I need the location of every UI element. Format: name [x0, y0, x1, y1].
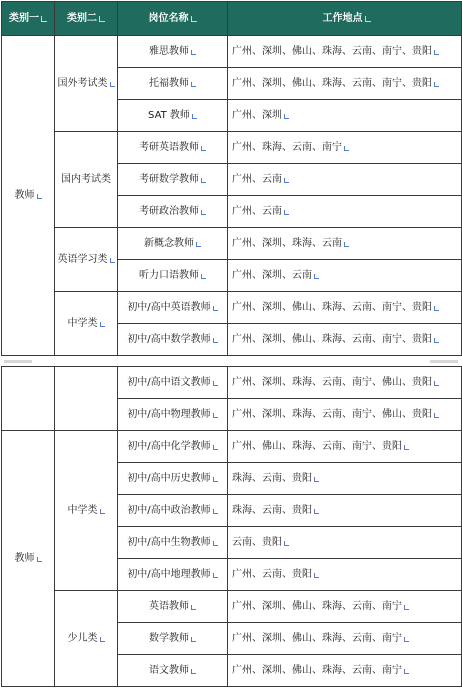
paragraph-mark-icon	[284, 178, 289, 183]
job-table-part-1	[1, 1, 462, 356]
category-1-cell[interactable]: 教师	[2, 431, 55, 687]
paragraph-mark-icon	[314, 509, 319, 514]
paragraph-mark-icon	[404, 605, 409, 610]
paragraph-mark-icon	[201, 178, 206, 183]
paragraph-mark-icon	[201, 146, 206, 151]
position-cell[interactable]: 初中/高中英语教师	[118, 292, 228, 324]
paragraph-mark-icon	[213, 477, 218, 482]
paragraph-mark-icon	[213, 445, 218, 450]
paragraph-mark-icon	[213, 338, 218, 343]
paragraph-mark-icon	[100, 509, 105, 514]
paragraph-mark-icon	[191, 16, 197, 22]
header-position[interactable]: 岗位名称	[118, 2, 228, 36]
position-cell[interactable]: SAT 教师	[118, 100, 228, 132]
table-row	[2, 367, 462, 399]
page-edge-left	[4, 360, 32, 363]
location-cell[interactable]: 广州、深圳、佛山、珠海、云南、南宁	[228, 655, 462, 687]
paragraph-mark-icon	[284, 541, 289, 546]
paragraph-mark-icon	[213, 573, 218, 578]
header-category-1[interactable]: 类别一	[2, 2, 55, 36]
paragraph-mark-icon	[201, 274, 206, 279]
table-row	[2, 431, 462, 463]
header-location[interactable]: 工作地点	[228, 2, 462, 36]
category-2-cell[interactable]: 国内考试类	[55, 132, 118, 228]
category-2-cell[interactable]: 中学类	[55, 292, 118, 356]
paragraph-mark-icon	[434, 381, 439, 386]
paragraph-mark-icon	[37, 557, 42, 562]
paragraph-mark-icon	[100, 637, 105, 642]
category-1-cell-continued[interactable]	[2, 367, 55, 431]
paragraph-mark-icon	[110, 258, 115, 263]
location-cell[interactable]: 广州、深圳、佛山、珠海、云南、南宁、贵阳	[228, 292, 462, 324]
table-row	[2, 228, 462, 260]
location-cell[interactable]: 珠海、云南、贵阳	[228, 495, 462, 527]
table-row	[2, 36, 462, 68]
paragraph-mark-icon	[365, 16, 371, 22]
position-cell[interactable]: 初中/高中化学教师	[118, 431, 228, 463]
location-cell[interactable]: 珠海、云南、贵阳	[228, 463, 462, 495]
location-cell[interactable]: 广州、云南、贵阳	[228, 559, 462, 591]
position-cell[interactable]: 托福教师	[118, 68, 228, 100]
header-row	[2, 2, 462, 36]
position-cell[interactable]: 考研数学教师	[118, 164, 228, 196]
paragraph-mark-icon	[201, 210, 206, 215]
location-cell[interactable]: 广州、云南	[228, 164, 462, 196]
paragraph-mark-icon	[284, 210, 289, 215]
table-row	[2, 132, 462, 164]
position-cell[interactable]: 考研政治教师	[118, 196, 228, 228]
paragraph-mark-icon	[404, 445, 409, 450]
position-cell[interactable]: 英语教师	[118, 591, 228, 623]
category-2-cell[interactable]: 英语学习类	[55, 228, 118, 292]
paragraph-mark-icon	[191, 669, 196, 674]
position-cell[interactable]: 初中/高中政治教师	[118, 495, 228, 527]
position-cell[interactable]: 初中/高中地理教师	[118, 559, 228, 591]
page-break	[0, 357, 462, 366]
paragraph-mark-icon	[404, 669, 409, 674]
position-cell[interactable]: 语文教师	[118, 655, 228, 687]
paragraph-mark-icon	[213, 541, 218, 546]
category-2-cell-continued[interactable]	[55, 367, 118, 431]
position-cell[interactable]: 数学教师	[118, 623, 228, 655]
job-table-part-2	[1, 366, 462, 687]
location-cell[interactable]: 广州、深圳、佛山、珠海、云南、南宁、贵阳	[228, 36, 462, 68]
paragraph-mark-icon	[314, 477, 319, 482]
paragraph-mark-icon	[434, 50, 439, 55]
paragraph-mark-icon	[99, 16, 105, 22]
location-cell[interactable]: 广州、珠海、云南、南宁	[228, 132, 462, 164]
paragraph-mark-icon	[434, 306, 439, 311]
paragraph-mark-icon	[41, 16, 47, 22]
category-2-cell[interactable]: 国外考试类	[55, 36, 118, 132]
paragraph-mark-icon	[434, 338, 439, 343]
paragraph-mark-icon	[191, 605, 196, 610]
paragraph-mark-icon	[196, 242, 201, 247]
page-edge-right	[430, 360, 458, 363]
position-cell[interactable]: 听力口语教师	[118, 260, 228, 292]
paragraph-mark-icon	[213, 381, 218, 386]
paragraph-mark-icon	[191, 82, 196, 87]
paragraph-mark-icon	[344, 146, 349, 151]
position-cell[interactable]: 初中/高中物理教师	[118, 399, 228, 431]
location-cell[interactable]: 云南、贵阳	[228, 527, 462, 559]
paragraph-mark-icon	[434, 82, 439, 87]
paragraph-mark-icon	[192, 114, 197, 119]
position-cell[interactable]: 初中/高中数学教师	[118, 324, 228, 356]
location-cell[interactable]: 广州、深圳、佛山、珠海、云南、南宁、贵阳	[228, 68, 462, 100]
paragraph-mark-icon	[37, 194, 42, 199]
category-1-cell[interactable]: 教师	[2, 36, 55, 356]
paragraph-mark-icon	[213, 306, 218, 311]
paragraph-mark-icon	[404, 637, 409, 642]
location-cell[interactable]: 广州、深圳、珠海、云南	[228, 228, 462, 260]
category-2-cell[interactable]: 少儿类	[55, 591, 118, 687]
location-cell[interactable]: 广州、深圳、佛山、珠海、云南、南宁	[228, 591, 462, 623]
paragraph-mark-icon	[213, 509, 218, 514]
table-row	[2, 591, 462, 623]
position-cell[interactable]: 初中/高中语文教师	[118, 367, 228, 399]
paragraph-mark-icon	[434, 413, 439, 418]
paragraph-mark-icon	[314, 573, 319, 578]
location-cell[interactable]: 广州、云南	[228, 196, 462, 228]
paragraph-mark-icon	[110, 82, 115, 87]
location-cell[interactable]: 广州、深圳、云南	[228, 260, 462, 292]
paragraph-mark-icon	[314, 274, 319, 279]
position-cell[interactable]: 雅思教师	[118, 36, 228, 68]
position-cell[interactable]: 初中/高中生物教师	[118, 527, 228, 559]
category-2-cell[interactable]: 中学类	[55, 431, 118, 591]
position-cell[interactable]: 初中/高中历史教师	[118, 463, 228, 495]
location-cell[interactable]: 广州、深圳	[228, 100, 462, 132]
paragraph-mark-icon	[284, 114, 289, 119]
location-cell[interactable]: 广州、深圳、珠海、云南、南宁、佛山、贵阳	[228, 399, 462, 431]
location-cell[interactable]: 广州、深圳、珠海、云南、南宁、佛山、贵阳	[228, 367, 462, 399]
paragraph-mark-icon	[100, 322, 105, 327]
paragraph-mark-icon	[191, 50, 196, 55]
location-cell[interactable]: 广州、深圳、佛山、珠海、云南、南宁	[228, 623, 462, 655]
location-cell[interactable]: 广州、深圳、佛山、珠海、云南、南宁、贵阳	[228, 324, 462, 356]
paragraph-mark-icon	[213, 413, 218, 418]
position-cell[interactable]: 考研英语教师	[118, 132, 228, 164]
paragraph-mark-icon	[191, 637, 196, 642]
location-cell[interactable]: 广州、佛山、珠海、云南、南宁、贵阳	[228, 431, 462, 463]
table-row	[2, 292, 462, 324]
paragraph-mark-icon	[344, 242, 349, 247]
header-category-2[interactable]: 类别二	[55, 2, 118, 36]
position-cell[interactable]: 新概念教师	[118, 228, 228, 260]
